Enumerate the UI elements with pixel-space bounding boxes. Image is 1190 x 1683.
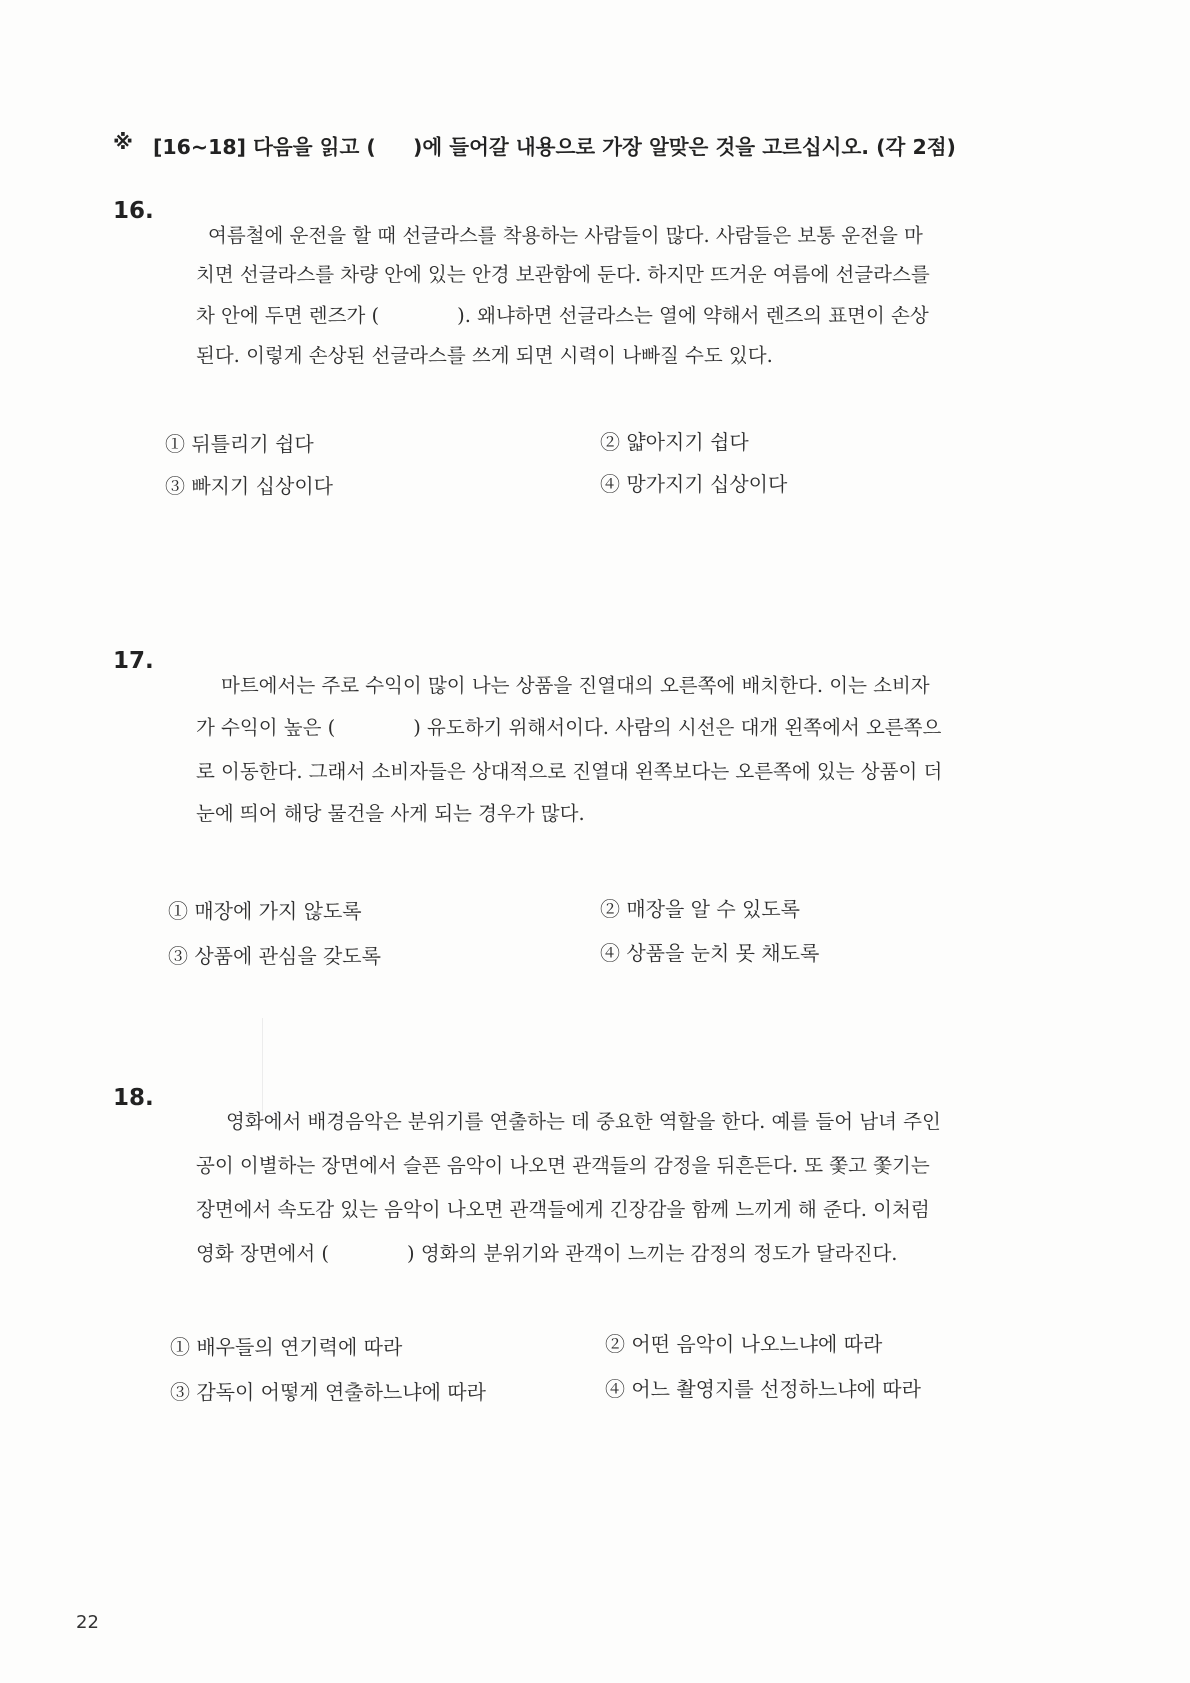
instruction-part1: [16~18] 다음을 읽고 ( [153, 135, 376, 159]
page-number: 22 [76, 1612, 99, 1633]
reference-mark: ※ [113, 130, 133, 154]
q18-option-1[interactable]: ① 배우들의 연기력에 따라 [170, 1335, 403, 1359]
question-17-number: 17. [113, 648, 154, 674]
q16-option-4[interactable]: ④ 망가지기 십상이다 [600, 472, 788, 496]
q17-option-4[interactable]: ④ 상품을 눈치 못 채도록 [600, 941, 820, 965]
instruction-part2: )에 들어갈 내용으로 가장 알맞은 것을 고르십시오. (각 2점) [413, 135, 956, 159]
q16-line-4: 된다. 이렇게 손상된 선글라스를 쓰게 되면 시력이 나빠질 수도 있다. [196, 344, 773, 367]
q18-option-3[interactable]: ③ 감독이 어떻게 연출하느냐에 따라 [170, 1380, 486, 1404]
q18-line-4: 영화 장면에서 ( ) 영화의 분위기와 관객이 느끼는 감정의 정도가 달라진다. [196, 1242, 898, 1265]
q17-option-3[interactable]: ③ 상품에 관심을 갖도록 [168, 944, 381, 968]
q17-option-2[interactable]: ② 매장을 알 수 있도록 [600, 897, 800, 921]
question-18-number: 18. [113, 1085, 154, 1111]
q17-option-1[interactable]: ① 매장에 가지 않도록 [168, 899, 362, 923]
q18-line-3: 장면에서 속도감 있는 음악이 나오면 관객들에게 긴장감을 함께 느끼게 해 준다. 이처럼 [196, 1198, 930, 1221]
q18-option-2[interactable]: ② 어떤 음악이 나오느냐에 따라 [605, 1332, 883, 1356]
q16-option-3[interactable]: ③ 빠지기 십상이다 [165, 474, 333, 498]
q18-line-1: 영화에서 배경음악은 분위기를 연출하는 데 중요한 역할을 한다. 예를 들어 남녀 주인 [226, 1110, 941, 1133]
q18-option-4[interactable]: ④ 어느 촬영지를 선정하느냐에 따라 [605, 1377, 921, 1401]
q16-option-1[interactable]: ① 뒤틀리기 쉽다 [165, 432, 314, 456]
q17-line-4: 눈에 띄어 해당 물건을 사게 되는 경우가 많다. [196, 802, 585, 825]
q16-option-2[interactable]: ② 얇아지기 쉽다 [600, 430, 749, 454]
q16-line-1: 여름철에 운전을 할 때 선글라스를 착용하는 사람들이 많다. 사람들은 보통 운전을 마 [208, 224, 923, 247]
q16-line-2: 치면 선글라스를 차량 안에 있는 안경 보관함에 둔다. 하지만 뜨거운 여름에 선글라스를 [196, 263, 930, 286]
instruction [113, 130, 1093, 170]
q18-line-2: 공이 이별하는 장면에서 슬픈 음악이 나오면 관객들의 감정을 뒤흔든다. 또 쫓고 쫓기는 [196, 1154, 930, 1177]
q17-line-2: 가 수익이 높은 ( ) 유도하기 위해서이다. 사람의 시선은 대개 왼쪽에서 오른쪽으 [196, 716, 942, 739]
q17-line-3: 로 이동한다. 그래서 소비자들은 상대적으로 진열대 왼쪽보다는 오른쪽에 있는 상품이 더 [196, 760, 943, 783]
scan-artifact [262, 1018, 263, 1118]
q16-line-3: 차 안에 두면 렌즈가 ( ). 왜냐하면 선글라스는 열에 약해서 렌즈의 표면이 손상 [196, 304, 929, 327]
q17-line-1: 마트에서는 주로 수익이 많이 나는 상품을 진열대의 오른쪽에 배치한다. 이는 소비자 [221, 674, 930, 697]
question-16-number: 16. [113, 198, 154, 224]
